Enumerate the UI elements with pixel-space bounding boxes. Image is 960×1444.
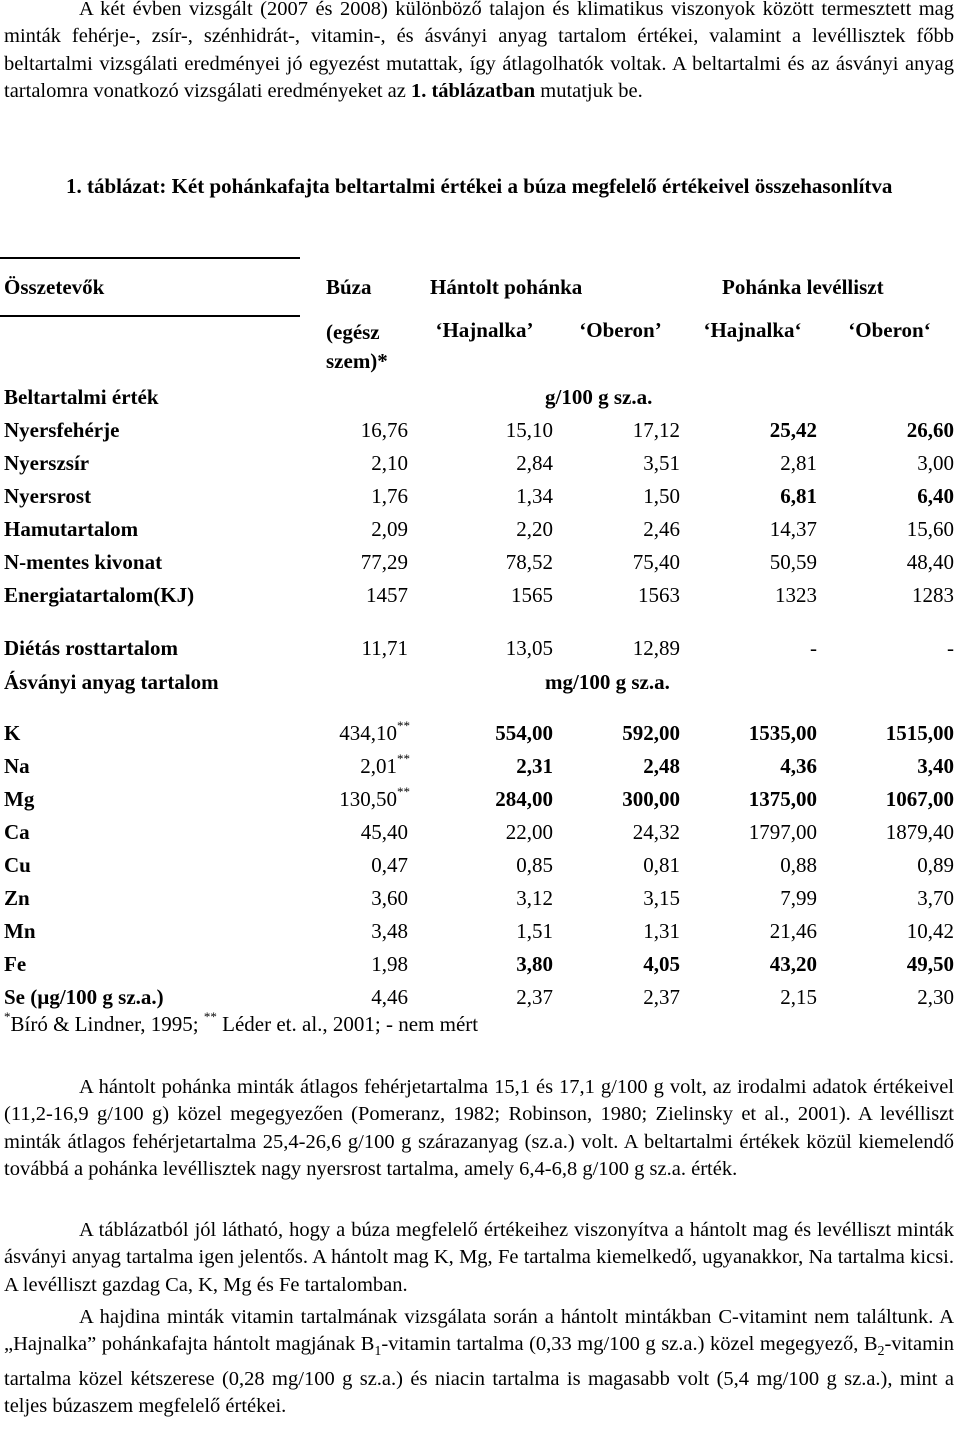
row-label: Na [4,754,30,778]
cell-wheat [300,783,412,816]
header-hulled-oberon: ‘Oberon’ [579,318,662,342]
label-mineral: Ásványi anyag tartalom [4,669,219,694]
footnote-source1: Bíró & Lindner, 1995; [10,1012,199,1036]
header-components: Összetevők [0,258,300,316]
cell-leaf-oberon: 1067,00 [885,787,954,811]
cell-wheat: 3,48 [371,919,408,943]
cell-hulled-hajnalka: 2,20 [516,517,553,541]
footnote-star2: ** [203,1009,217,1024]
cell-leaf-hajnalka: 43,20 [769,952,817,976]
row-label: Energiatartalom(KJ) [4,583,195,607]
cell-value: 130,50 [339,787,397,811]
table-row [0,513,958,546]
cell-leaf-hajnalka: 25,42 [769,418,817,442]
cell-hulled-hajnalka: 1,34 [516,484,553,508]
header-leaf-hajnalka: ‘Hajnalka‘ [703,318,802,342]
cell-hulled-oberon: 17,12 [632,418,680,442]
row-label: Diétás rosttartalom [4,636,178,660]
table-row [0,717,958,750]
row-label: Zn [4,886,30,910]
row-label: Nyersfehérje [4,418,120,442]
b2-subscript: 2 [877,1344,885,1360]
cell-leaf-oberon: 3,00 [917,451,954,475]
unit-mineral: mg/100 g sz.a. [545,669,670,694]
cell-leaf-oberon: 1879,40 [885,820,954,844]
cell-leaf-oberon: 0,89 [917,853,954,877]
cell-hulled-oberon: 1,50 [643,484,680,508]
cell-leaf-oberon: 3,70 [917,886,954,910]
cell-leaf-oberon: 48,40 [906,550,954,574]
b1-subscript: 1 [374,1344,382,1360]
cell-wheat: 2,09 [371,517,408,541]
cell-hulled-hajnalka: 554,00 [495,721,553,745]
cell-hulled-hajnalka: 1,51 [516,919,553,943]
cell-wheat: 1,98 [371,952,408,976]
cell-leaf-hajnalka: 50,59 [769,550,817,574]
cell-leaf-hajnalka: 2,15 [780,985,817,1009]
table-footnote [4,1009,479,1037]
cell-wheat: 2,10 [371,451,408,475]
cell-hulled-oberon: 300,00 [622,787,680,811]
footnote-source2: Léder et. al., 2001; - nem mért [222,1012,479,1036]
header-blank [0,316,300,380]
table-row [0,882,958,915]
cell-hulled-oberon: 4,05 [643,952,680,976]
paragraph-minerals: A táblázatból jól látható, hogy a búza megfelelő értékeihez viszonyítva a hántolt mag és levélliszt minták ásványi anyag tartalma igen jelentős. A hántolt mag K, Mg, Fe tartalma kiemelkedő, ugyanakkor, Na tartalma kicsi. A levélliszt gazdag Ca, K, Mg és Fe tartalomban. [4,1219,954,1296]
table-row [0,783,958,816]
cell-hulled-hajnalka: 1565 [511,583,553,607]
cell-leaf-oberon: - [947,636,954,660]
footnote-star: * [4,1009,11,1024]
cell-leaf-hajnalka: 14,37 [769,517,817,541]
cell-hulled-hajnalka: 0,85 [516,853,553,877]
cell-leaf-hajnalka: 1797,00 [748,820,817,844]
table-row [0,948,958,981]
cell-wheat [300,750,412,783]
cell-hulled-oberon: 3,51 [643,451,680,475]
cell-wheat: 1457 [366,583,408,607]
cell-leaf-hajnalka: 7,99 [780,886,817,910]
intro-text: A két évben vizsgált (2007 és 2008) különböző talajon és klimatikus viszonyok között termesztett mag minták fehérje-, zsír-, szénhidrát-, vitamin-, és ásványi anyag tartalom értékei, valamint a levéllisztek főbb beltartalmi vizsgálati eredményei jó egyezést mutattak, így átlagolhatók voltak. A beltartalmi és az ásványi anyag tartalomra vonatkozó vizsgálati eredményeket az [4,0,954,103]
header-hulled: Hántolt pohánka [430,274,583,299]
vitamin-text-b: -vitamin tartalma (0,33 mg/100 g sz.a.) közel megegyező, B [381,1333,878,1356]
cell-leaf-hajnalka: 6,81 [780,484,817,508]
row-label: Nyerszsír [4,451,90,475]
cell-wheat: 16,76 [360,418,408,442]
cell-hulled-hajnalka: 2,84 [516,451,553,475]
row-label: Se (µg/100 g sz.a.) [4,985,164,1009]
table-row [0,849,958,882]
row-label: Ca [4,820,30,844]
cell-wheat: 77,29 [360,550,408,574]
cell-hulled-hajnalka: 3,12 [516,886,553,910]
cell-leaf-oberon: 3,40 [917,754,954,778]
paragraph-vitamins [4,1304,954,1421]
cell-wheat: 0,47 [371,853,408,877]
cell-leaf-hajnalka: 1323 [775,583,817,607]
table-row [0,750,958,783]
cell-leaf-hajnalka: 2,81 [780,451,817,475]
cell-hulled-oberon: 12,89 [632,636,680,660]
table-row [0,816,958,849]
header-hulled-hajnalka: ‘Hajnalka’ [435,318,534,342]
cell-leaf-oberon: 6,40 [917,484,954,508]
cell-leaf-oberon: 10,42 [906,919,954,943]
intro-paragraph [4,0,954,106]
cell-leaf-hajnalka: 4,36 [780,754,817,778]
paragraph-protein: A hántolt pohánka minták átlagos fehérjetartalma 15,1 és 17,1 g/100 g volt, az irodalmi adatok értékeivel (11,2-16,9 g/100 g) közel megegyezően (Pomeranz, 1982; Robinson, 1980; Zielinsky et al., 2001). A levélliszt minták átlagos fehérjetartalma 25,4-26,6 g/100 g szárazanyag (sz.a.) volt. A beltartalmi értékek közül kiemelendő továbbá a pohánka levéllisztek nagy nyersrost tartalma, amely 6,4-6,8 g/100 g sz.a. érték. [4,1076,954,1181]
cell-hulled-hajnalka: 22,00 [505,820,553,844]
cell-hulled-hajnalka: 15,10 [505,418,553,442]
label-beltartalmi: Beltartalmi érték [4,384,159,409]
cell-hulled-oberon: 1,31 [643,919,680,943]
cell-leaf-hajnalka: - [810,636,817,660]
intro-end: mutatjuk be. [540,80,643,103]
header-wheat-sub: (egész szem)* [326,320,388,373]
row-label: Mn [4,919,36,943]
cell-wheat [300,717,412,750]
row-label: Cu [4,853,31,877]
vitamin-text-a: A hajdina minták vitamin tartalmának vizsgálata során a hántolt mintákban C-vitamint nem találtunk. A „Hajnalka” pohánkafajta hántolt magjának B [4,1306,954,1356]
cell-wheat: 45,40 [360,820,408,844]
table-row [0,447,958,480]
table-row [0,546,958,579]
cell-wheat: 1,76 [371,484,408,508]
cell-wheat: 4,46 [371,985,408,1009]
cell-hulled-oberon: 592,00 [622,721,680,745]
unit-beltartalmi: g/100 g sz.a. [545,384,653,409]
cell-hulled-oberon: 3,15 [643,886,680,910]
cell-footnote-mark: ** [397,751,410,766]
cell-hulled-oberon: 2,46 [643,517,680,541]
cell-hulled-oberon: 2,37 [643,985,680,1009]
row-label: K [4,721,21,745]
cell-hulled-hajnalka: 3,80 [516,952,553,976]
cell-leaf-oberon: 1515,00 [885,721,954,745]
cell-leaf-oberon: 49,50 [906,952,954,976]
cell-wheat: 11,71 [361,636,408,660]
row-label: Nyersrost [4,484,92,508]
cell-leaf-hajnalka: 1375,00 [748,787,817,811]
cell-leaf-hajnalka: 21,46 [769,919,817,943]
cell-hulled-hajnalka: 2,31 [516,754,553,778]
row-label: Fe [4,952,27,976]
table-caption: 1. táblázat: Két pohánkafajta beltartalmi értékei a búza megfelelő értékeivel összehasonlítva [66,174,893,198]
cell-hulled-hajnalka: 13,05 [505,636,553,660]
cell-leaf-hajnalka: 1535,00 [748,721,817,745]
row-label: Hamutartalom [4,517,139,541]
cell-leaf-hajnalka: 0,88 [780,853,817,877]
table-row [0,579,958,612]
cell-hulled-oberon: 2,48 [643,754,680,778]
table-row [0,915,958,948]
cell-footnote-mark: ** [397,784,410,799]
cell-hulled-oberon: 24,32 [632,820,680,844]
cell-leaf-oberon: 1283 [912,583,954,607]
intro-table-ref: 1. táblázatban [410,80,536,103]
table-row [0,480,958,513]
header-leaf-flour: Pohánka levélliszt [722,274,884,299]
cell-wheat: 3,60 [371,886,408,910]
cell-hulled-hajnalka: 284,00 [495,787,553,811]
cell-hulled-hajnalka: 2,37 [516,985,553,1009]
cell-value: 434,10 [339,721,397,745]
cell-value: 2,01 [360,754,397,778]
table-row [0,414,958,447]
header-wheat: Búza [326,274,372,299]
cell-hulled-hajnalka: 78,52 [505,550,553,574]
cell-hulled-oberon: 1563 [638,583,680,607]
row-label: N-mentes kivonat [4,550,163,574]
cell-hulled-oberon: 75,40 [632,550,680,574]
cell-hulled-oberon: 0,81 [643,853,680,877]
cell-leaf-oberon: 15,60 [906,517,954,541]
table-row [0,981,958,1014]
composition-table [0,257,958,1014]
cell-footnote-mark: ** [397,718,410,733]
cell-leaf-oberon: 2,30 [917,985,954,1009]
cell-leaf-oberon: 26,60 [906,418,954,442]
row-label: Mg [4,787,35,811]
header-leaf-oberon: ‘Oberon‘ [848,318,931,342]
vitamin-text-c: -vitamin tartalma közel kétszerese (0,28 mg/100 g sz.a.) és niacin tartalma is magasabb volt (5,4 mg/100 g sz.a.), mint a teljes búzaszem megfelelő értékei. [4,1333,954,1418]
